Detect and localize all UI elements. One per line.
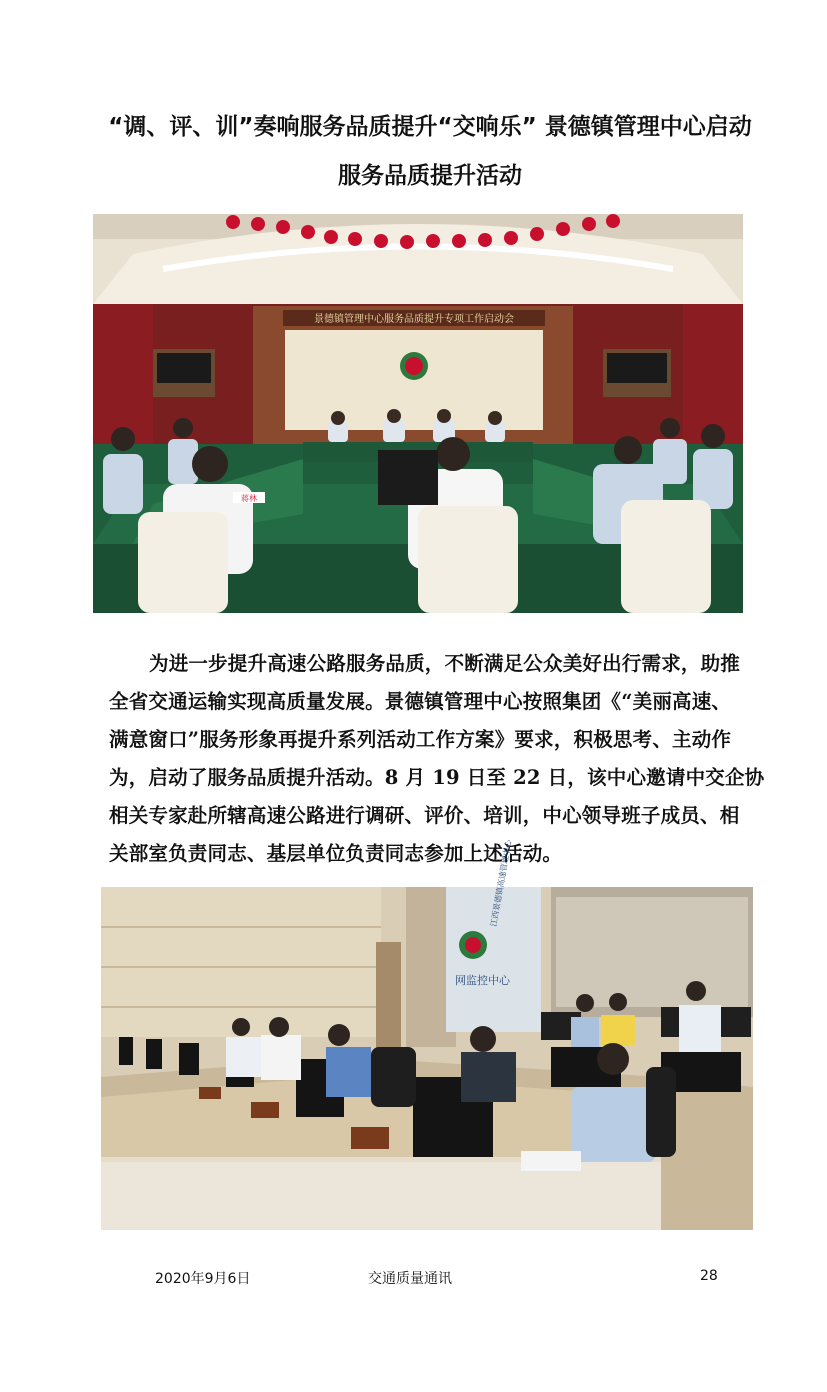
body-line: 相关专家赴所辖高速公路进行调研、评价、培训，中心领导班子成员、相: [109, 804, 740, 827]
wall-sign-vertical: 江西景德镇高速管理中心: [489, 839, 514, 928]
footer-publication: 交通质量通讯: [368, 1271, 452, 1287]
body-line: 为进一步提升高速公路服务品质，不断满足公众美好出行需求，助推: [149, 652, 741, 675]
banner-text: 景德镇管理中心服务品质提升专项工作启动会: [314, 314, 514, 325]
footer-date: 2020年9月6日: [155, 1271, 251, 1287]
meeting-photo: [93, 214, 743, 613]
body-line: 关部室负责同志、基层单位负责同志参加上述活动。: [109, 842, 563, 865]
footer-page-number: 28: [700, 1268, 718, 1284]
body-line: 全省交通运输实现高质量发展。景德镇管理中心按照集团《“美丽高速、: [109, 690, 732, 713]
name-card-text: 蒋林: [241, 494, 257, 503]
article-title-line-1: “调、评、训”奏响服务品质提升“交响乐” 景德镇管理中心启动: [108, 114, 752, 140]
article-title-line-2: 服务品质提升活动: [338, 163, 522, 189]
body-line: 为，启动了服务品质提升活动。8 月 19 日至 22 日，该中心邀请中交企协: [109, 766, 765, 789]
body-line: 满意窗口”服务形象再提升系列活动工作方案》要求，积极思考、主动作: [109, 728, 732, 751]
wall-sign: 网监控中心: [455, 974, 510, 987]
article-body: [109, 645, 765, 873]
